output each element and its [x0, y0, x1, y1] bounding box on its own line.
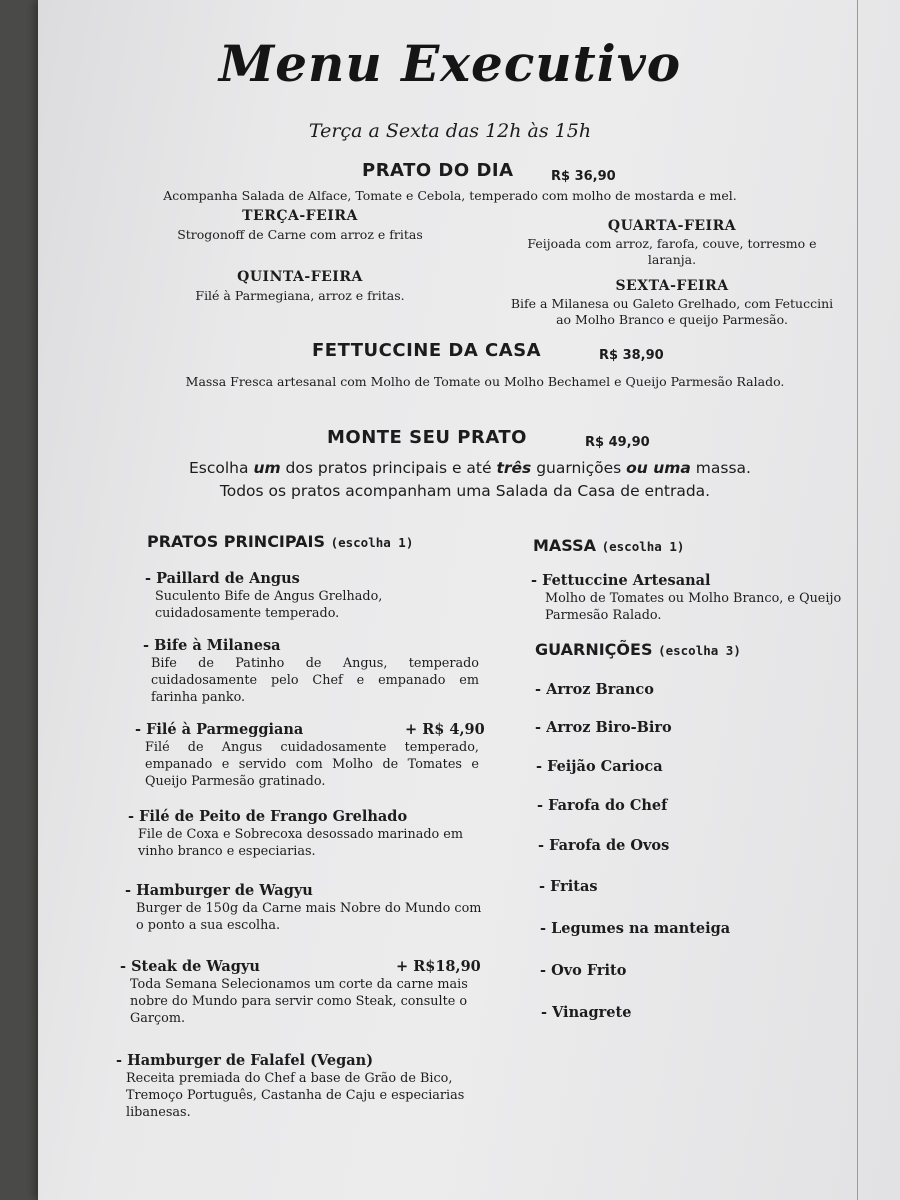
menu-subtitle: Terça a Sexta das 12h às 15h — [308, 120, 592, 142]
massa-item-name: - Fettuccine Artesanal — [531, 572, 711, 589]
fettuccine-heading: FETTUCCINE DA CASA — [312, 340, 542, 361]
prato-item-extra-price: + R$ 4,90 — [405, 721, 485, 738]
monte-note: Todos os pratos acompanham uma Salada da Casa de entrada. — [219, 482, 711, 500]
prato-item-name: - Hamburger de Wagyu — [125, 882, 313, 899]
prato-item-name: - Paillard de Angus — [145, 570, 300, 587]
monte-text: guarnições — [531, 459, 627, 477]
menu-title: Menu Executivo — [218, 34, 682, 93]
guarnicoes-title: GUARNIÇÕES — [535, 640, 653, 659]
fettuccine-description: Massa Fresca artesanal com Molho de Tomate ou Molho Bechamel e Queijo Parmesão Ralado. — [185, 374, 785, 389]
prato-item-desc: File de Coxa e Sobrecoxa desossado marinado em vinho branco e especiarias. — [138, 827, 464, 859]
guarnicao-item: - Fritas — [539, 878, 598, 895]
day-heading-quinta: QUINTA-FEIRA — [237, 269, 363, 285]
monte-instructions — [20, 458, 900, 478]
day-dish-terca: Strogonoff de Carne com arroz e fritas — [177, 227, 423, 242]
monte-emphasis: um — [253, 459, 281, 477]
prato-item-name: - Steak de Wagyu — [120, 958, 260, 975]
day-dish-sexta: Bife a Milanesa ou Galeto Grelhado, com Fetuccini ao Molho Branco e queijo Parmesão. — [510, 296, 834, 327]
prato-item-desc: Receita premiada do Chef a base de Grão de Bico, Tremoço Português, Castanha de Caju e especiarias libanesas. — [126, 1071, 465, 1120]
day-heading-sexta: SEXTA-FEIRA — [615, 278, 729, 294]
monte-text: dos pratos principais e até — [280, 459, 497, 477]
guarnicao-item: - Legumes na manteiga — [540, 920, 731, 937]
monte-text: massa. — [690, 459, 751, 477]
prato-item-name: - Bife à Milanesa — [143, 637, 281, 654]
monte-price: R$ 49,90 — [585, 435, 650, 450]
massa-item-desc: Molho de Tomates ou Molho Branco, e Queijo Parmesão Ralado. — [545, 591, 842, 623]
guarnicao-item: - Ovo Frito — [540, 962, 627, 979]
guarnicoes-heading — [535, 640, 741, 659]
fettuccine-price: R$ 38,90 — [599, 348, 664, 363]
prato-item-desc: Bife de Patinho de Angus, temperado cuidadosamente pelo Chef e empanado em farinha panko. — [151, 656, 479, 705]
prato-item-name: - Hamburger de Falafel (Vegan) — [116, 1052, 374, 1069]
prato-item-desc: Suculento Bife de Angus Grelhado, cuidadosamente temperado. — [155, 589, 383, 621]
prato-item-name: - Filé de Peito de Frango Grelhado — [128, 808, 408, 825]
guarnicao-item: - Farofa do Chef — [537, 797, 668, 814]
prato-do-dia-price: R$ 36,90 — [551, 169, 616, 184]
guarnicoes-note: (escolha 3) — [658, 643, 741, 658]
prato-item-desc: Toda Semana Selecionamos um corte da carne mais nobre do Mundo para servir como Steak, consulte o Garçom. — [130, 977, 468, 1026]
day-dish-quinta: Filé à Parmegiana, arroz e fritas. — [195, 288, 405, 303]
day-heading-quarta: QUARTA-FEIRA — [607, 218, 737, 234]
guarnicao-item: - Feijão Carioca — [536, 758, 663, 775]
guarnicao-item: - Arroz Biro-Biro — [535, 719, 672, 736]
day-dish-quarta: Feijoada com arroz, farofa, couve, torresmo e laranja. — [527, 236, 817, 267]
monte-emphasis: ou uma — [626, 459, 691, 477]
monte-text: Escolha — [189, 459, 254, 477]
monte-heading: MONTE SEU PRATO — [327, 427, 527, 448]
prato-item-extra-price: + R$18,90 — [396, 958, 481, 975]
prato-item-name: - Filé à Parmeggiana — [135, 721, 304, 738]
pratos-principais-title: PRATOS PRINCIPAIS — [147, 532, 325, 551]
prato-do-dia-description: Acompanha Salada de Alface, Tomate e Cebola, temperado com molho de mostarda e mel. — [163, 188, 737, 203]
day-heading-terca: TERÇA-FEIRA — [242, 208, 358, 224]
massa-title: MASSA — [533, 536, 597, 555]
prato-do-dia-heading: PRATO DO DIA — [362, 160, 514, 181]
guarnicao-item: - Arroz Branco — [535, 681, 654, 698]
prato-item-desc: Burger de 150g da Carne mais Nobre do Mundo com o ponto a sua escolha. — [136, 901, 482, 933]
prato-item-desc: Filé de Angus cuidadosamente temperado, empanado e servido com Molho de Tomates e Queijo Parmesão gratinado. — [145, 740, 479, 789]
guarnicao-item: - Farofa de Ovos — [538, 837, 670, 854]
guarnicao-item: - Vinagrete — [541, 1004, 632, 1021]
massa-heading — [533, 536, 684, 555]
pratos-principais-heading — [147, 532, 413, 551]
monte-emphasis: três — [496, 459, 532, 477]
pratos-principais-note: (escolha 1) — [330, 535, 414, 550]
massa-note: (escolha 1) — [601, 539, 685, 554]
